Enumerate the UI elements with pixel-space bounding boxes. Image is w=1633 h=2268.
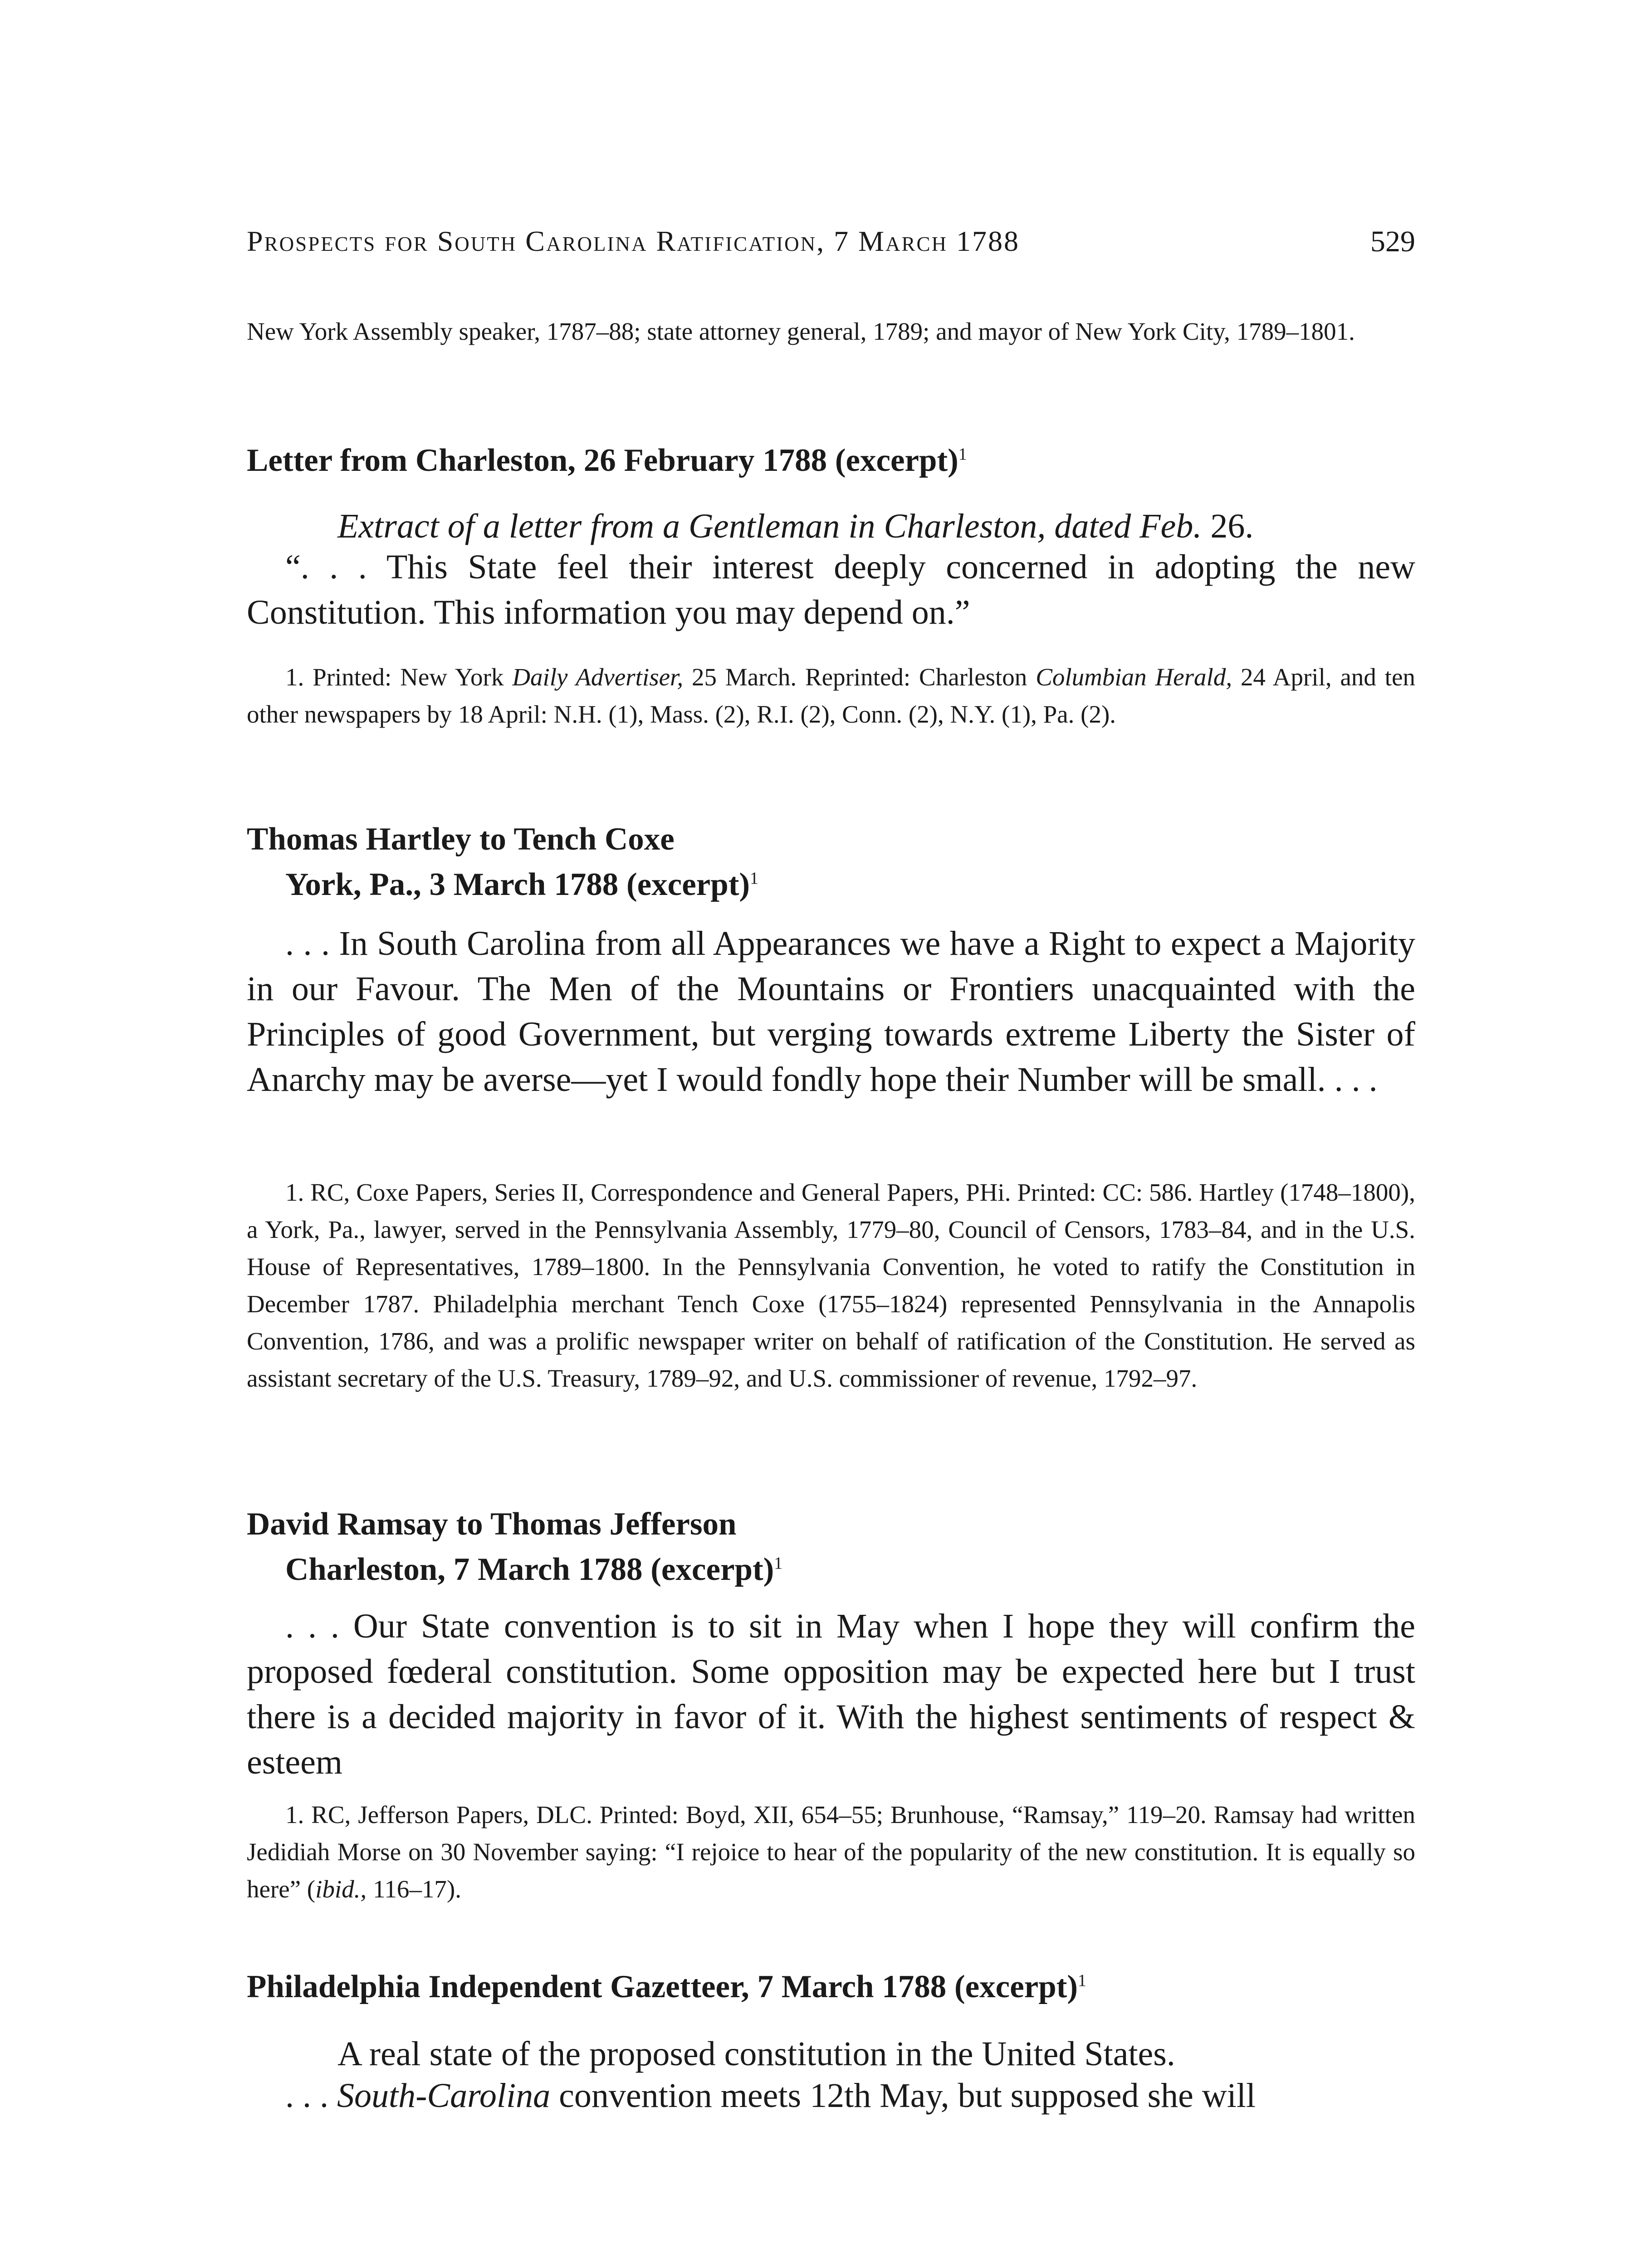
fn-italic: Columbian Herald,	[1036, 663, 1232, 691]
note-ref: 1	[774, 1554, 783, 1573]
letter-body: . . . Our State convention is to sit in May when I hope they will confirm the proposed fœderal constitution. Some opposition may be expected here but I trust there is a decided majority in favor of it. With the highest sentiments of respect & esteem	[247, 1607, 1415, 1781]
heading-line1: Thomas Hartley to Tench Coxe	[247, 821, 675, 857]
article-intro: A real state of the proposed constitution in the United States.	[337, 2035, 1175, 2073]
page-number: 529	[1370, 225, 1415, 258]
heading-line2: Charleston, 7 March 1788 (excerpt)	[285, 1552, 774, 1587]
fn-text: 116–17).	[367, 1875, 461, 1903]
section-heading-hartley-coxe	[247, 816, 1415, 907]
body-italic: South-Carolina	[337, 2077, 551, 2115]
section-heading-independent-gazetteer	[247, 1964, 1415, 2009]
note-ref: 1	[958, 445, 967, 464]
heading-text: Philadelphia Independent Gazetteer, 7 March 1788 (excerpt)	[247, 1969, 1078, 2004]
heading-line2: York, Pa., 3 March 1788 (excerpt)	[285, 867, 750, 902]
footnote-1	[247, 1796, 1415, 1908]
fn-text: 1. RC, Jefferson Papers, DLC. Printed: Boyd, XII, 654–55; Brunhouse, “Ramsay,” 119–20. Ramsay had written Jedidiah Morse on 30 November saying: “I rejoice to hear of the popularity of the new constitution. It is equally so here” (	[247, 1801, 1415, 1903]
carryover-footnote: New York Assembly speaker, 1787–88; state attorney general, 1789; and mayor of New York City, 1789–1801.	[247, 318, 1355, 345]
fn-italic: Daily Advertiser,	[512, 663, 684, 691]
note-ref: 1	[750, 869, 758, 888]
footnote-1: 1. RC, Coxe Papers, Series II, Correspondence and General Papers, PHi. Printed: CC: 586. Hartley (1748–1800), a York, Pa., lawyer, served in the Pennsylvania Assembly, 1779–80, Council of Censors, 1783–84, and in the U.S. House of Representatives, 1789–1800. In the Pennsylvania Convention, he voted to ratify the Constitution in December 1787. Philadelphia merchant Tench Coxe (1755–1824) represented Pennsylvania in the Annapolis Convention, 1786, and was a prolific newspaper writer on behalf of ratification of the Constitution. He served as assistant secretary of the U.S. Treasury, 1789–92, and U.S. commissioner of revenue, 1792–97.	[247, 1178, 1415, 1392]
section-heading-charleston-letter	[247, 438, 1415, 483]
note-ref: 1	[1078, 1971, 1086, 1990]
footnote-1	[247, 659, 1415, 733]
running-head-title: Prospects for South Carolina Ratification, 7 March 1788	[247, 225, 1020, 257]
fn-text: 1. Printed: New York	[285, 663, 513, 691]
fn-text: 25 March. Reprinted: Charleston	[683, 663, 1036, 691]
heading-line1: David Ramsay to Thomas Jefferson	[247, 1506, 737, 1542]
intro-italic: Extract of a letter from a Gentleman in Charleston, dated Feb.	[337, 507, 1202, 545]
fn-text: 24 April, and ten other newspapers by 18 April: N.H. (1), Mass. (2), R.I. (2), Conn. (2), N.Y. (1), Pa. (2).	[247, 663, 1415, 728]
section-heading-ramsay-jefferson	[247, 1501, 1415, 1592]
letter-body: . . . In South Carolina from all Appearances we have a Right to expect a Majority in our Favour. The Men of the Mountains or Frontiers unacquainted with the Principles of good Government, but verging towards extreme Liberty the Sister of Anarchy may be averse—yet I would fondly hope their Number will be small. . . .	[247, 924, 1415, 1099]
body-text: . . .	[285, 2077, 337, 2115]
letter-body: “. . . This State feel their interest deeply concerned in adopting the new Constitution. This information you may depend on.”	[247, 548, 1415, 631]
intro-date: 26.	[1202, 507, 1254, 545]
running-head	[247, 225, 1415, 261]
letter-intro	[247, 503, 1415, 549]
article-body	[247, 2073, 1415, 2118]
body-text: convention meets 12th May, but supposed she will	[550, 2077, 1256, 2115]
heading-text: Letter from Charleston, 26 February 1788 (excerpt)	[247, 443, 958, 478]
fn-italic: ibid.,	[315, 1875, 367, 1903]
